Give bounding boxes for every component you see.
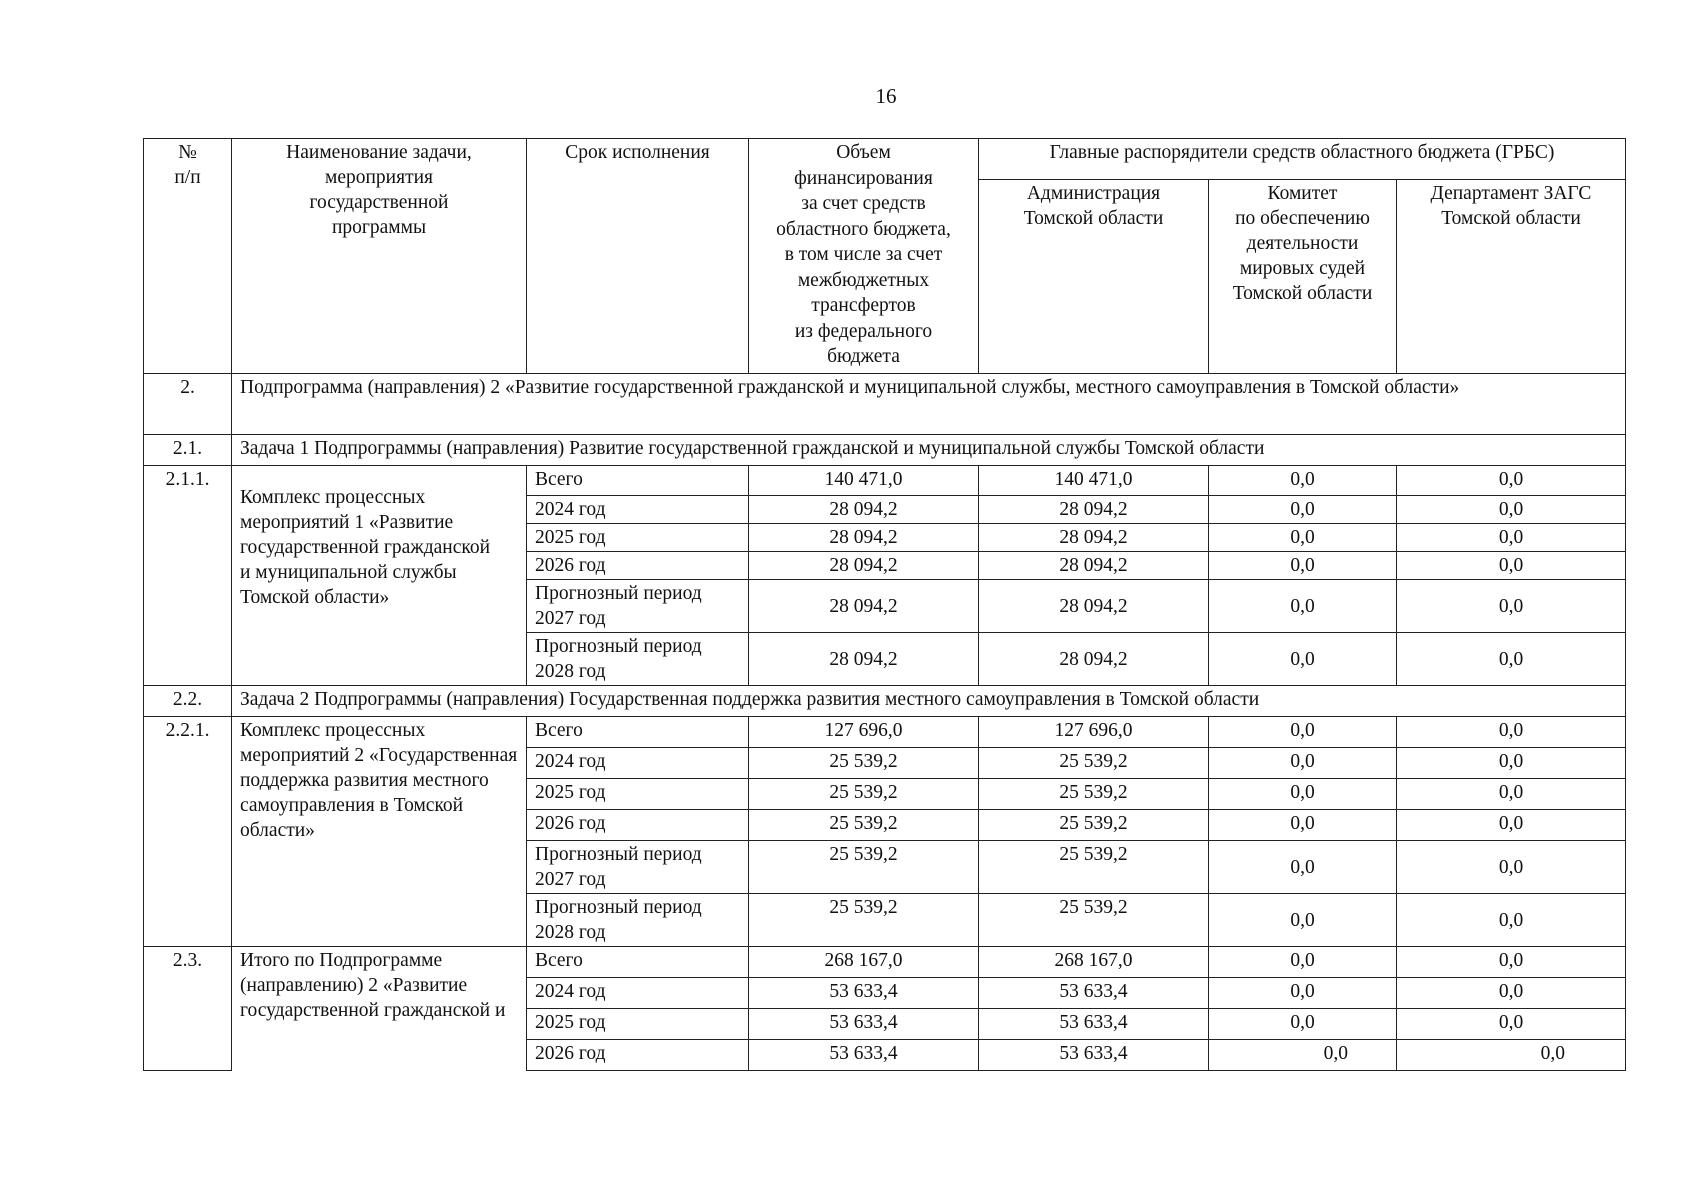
term-cell: Всего — [527, 717, 749, 748]
zags-cell: 0,0 — [1397, 552, 1626, 580]
committee-cell: 0,0 — [1209, 1009, 1397, 1040]
item-num: 2.2.1. — [144, 717, 232, 947]
admin-cell: 53 633,4 — [979, 1009, 1209, 1040]
term-cell: Прогнозный период 2028 год — [527, 894, 749, 947]
total-cell: 28 094,2 — [749, 552, 979, 580]
zags-cell: 0,0 — [1397, 466, 1626, 496]
term-cell: 2026 год — [527, 1040, 749, 1071]
term-cell: 2024 год — [527, 748, 749, 779]
committee-cell: 0,0 — [1209, 1040, 1397, 1071]
zags-cell: 0,0 — [1397, 496, 1626, 524]
admin-cell: 28 094,2 — [979, 524, 1209, 552]
header-funding: Объем финансирования за счет средств областного бюджета, в том числе за счет межбюджетных трансфертов из федерального бюджета — [749, 139, 979, 374]
task-row — [144, 686, 1626, 717]
committee-cell: 0,0 — [1209, 717, 1397, 748]
term-cell: 2026 год — [527, 552, 749, 580]
term-cell: 2025 год — [527, 779, 749, 810]
term-cell: Прогнозный период 2027 год — [527, 841, 749, 894]
total-cell: 127 696,0 — [749, 717, 979, 748]
zags-cell: 0,0 — [1397, 717, 1626, 748]
admin-cell: 28 094,2 — [979, 552, 1209, 580]
zags-cell: 0,0 — [1397, 779, 1626, 810]
total-cell: 28 094,2 — [749, 633, 979, 686]
committee-cell: 0,0 — [1209, 496, 1397, 524]
header-zags: Департамент ЗАГС Томской области — [1397, 180, 1626, 374]
task-num: 2.2. — [144, 686, 232, 717]
zags-cell: 0,0 — [1397, 633, 1626, 686]
total-cell: 25 539,2 — [749, 748, 979, 779]
committee-cell: 0,0 — [1209, 524, 1397, 552]
header-admin: Администрация Томской области — [979, 180, 1209, 374]
item-num: 2.1.1. — [144, 466, 232, 686]
committee-cell: 0,0 — [1209, 978, 1397, 1009]
term-cell: 2025 год — [527, 1009, 749, 1040]
term-cell: 2025 год — [527, 524, 749, 552]
term-cell: 2024 год — [527, 978, 749, 1009]
committee-cell: 0,0 — [1209, 580, 1397, 633]
task-row — [144, 435, 1626, 466]
zags-cell: 0,0 — [1397, 580, 1626, 633]
total-cell: 140 471,0 — [749, 466, 979, 496]
term-cell: 2026 год — [527, 810, 749, 841]
item-name: Комплекс процессных мероприятий 1 «Развитие государственной гражданской и муниципальной службы Томской области» — [232, 466, 527, 686]
total-cell: 28 094,2 — [749, 496, 979, 524]
item-name: Комплекс процессных мероприятий 2 «Государственная поддержка развития местного самоуправления в Томской области» — [232, 717, 527, 947]
admin-cell: 25 539,2 — [979, 748, 1209, 779]
task-num: 2.1. — [144, 435, 232, 466]
total-cell: 25 539,2 — [749, 894, 979, 947]
zags-cell: 0,0 — [1397, 810, 1626, 841]
program-table — [143, 138, 1626, 1071]
zags-cell: 0,0 — [1397, 1040, 1626, 1071]
zags-cell: 0,0 — [1397, 1009, 1626, 1040]
committee-cell: 0,0 — [1209, 947, 1397, 978]
admin-cell: 140 471,0 — [979, 466, 1209, 496]
admin-cell: 25 539,2 — [979, 894, 1209, 947]
total-cell: 25 539,2 — [749, 841, 979, 894]
zags-cell: 0,0 — [1397, 947, 1626, 978]
total-cell: 53 633,4 — [749, 978, 979, 1009]
term-cell: Прогнозный период 2028 год — [527, 633, 749, 686]
committee-cell: 0,0 — [1209, 633, 1397, 686]
total-cell: 25 539,2 — [749, 810, 979, 841]
header-name: Наименование задачи, мероприятия государственной программы — [232, 139, 527, 374]
admin-cell: 28 094,2 — [979, 633, 1209, 686]
admin-cell: 28 094,2 — [979, 496, 1209, 524]
term-cell: Всего — [527, 947, 749, 978]
committee-cell: 0,0 — [1209, 841, 1397, 894]
admin-cell: 127 696,0 — [979, 717, 1209, 748]
total-cell: 28 094,2 — [749, 524, 979, 552]
admin-cell: 25 539,2 — [979, 779, 1209, 810]
header-term: Срок исполнения — [527, 139, 749, 374]
section-num: 2. — [144, 374, 232, 435]
header-committee: Комитет по обеспечению деятельности мировых судей Томской области — [1209, 180, 1397, 374]
task-title: Задача 1 Подпрограммы (направления) Развитие государственной гражданской и муниципальной службы Томской области — [232, 435, 1626, 466]
total-cell: 25 539,2 — [749, 779, 979, 810]
admin-cell: 268 167,0 — [979, 947, 1209, 978]
header-grbs: Главные распорядители средств областного бюджета (ГРБС) — [979, 139, 1626, 180]
page-number: 16 — [875, 84, 897, 108]
task-title: Задача 2 Подпрограммы (направления) Государственная поддержка развития местного самоуправления в Томской области — [232, 686, 1626, 717]
zags-cell: 0,0 — [1397, 894, 1626, 947]
table-row — [144, 466, 1626, 496]
zags-cell: 0,0 — [1397, 748, 1626, 779]
term-cell: Всего — [527, 466, 749, 496]
total-cell: 28 094,2 — [749, 580, 979, 633]
table-row — [144, 947, 1626, 978]
zags-cell: 0,0 — [1397, 841, 1626, 894]
table-row — [144, 717, 1626, 748]
committee-cell: 0,0 — [1209, 894, 1397, 947]
admin-cell: 25 539,2 — [979, 841, 1209, 894]
total-cell: 268 167,0 — [749, 947, 979, 978]
total-cell: 53 633,4 — [749, 1040, 979, 1071]
term-cell: Прогнозный период 2027 год — [527, 580, 749, 633]
admin-cell: 28 094,2 — [979, 580, 1209, 633]
committee-cell: 0,0 — [1209, 466, 1397, 496]
item-num: 2.3. — [144, 947, 232, 1071]
header-num: № п/п — [144, 139, 232, 374]
zags-cell: 0,0 — [1397, 524, 1626, 552]
total-cell: 53 633,4 — [749, 1009, 979, 1040]
item-name: Итого по Подпрограмме (направлению) 2 «Развитие государственной гражданской и — [232, 947, 527, 1071]
committee-cell: 0,0 — [1209, 810, 1397, 841]
zags-cell: 0,0 — [1397, 978, 1626, 1009]
header-row-1 — [144, 139, 1626, 180]
committee-cell: 0,0 — [1209, 779, 1397, 810]
committee-cell: 0,0 — [1209, 552, 1397, 580]
admin-cell: 53 633,4 — [979, 978, 1209, 1009]
admin-cell: 25 539,2 — [979, 810, 1209, 841]
admin-cell: 53 633,4 — [979, 1040, 1209, 1071]
section-title: Подпрограмма (направления) 2 «Развитие государственной гражданской и муниципальной службы, местного самоуправления в Томской области» — [232, 374, 1626, 435]
term-cell: 2024 год — [527, 496, 749, 524]
section-row — [144, 374, 1626, 435]
committee-cell: 0,0 — [1209, 748, 1397, 779]
